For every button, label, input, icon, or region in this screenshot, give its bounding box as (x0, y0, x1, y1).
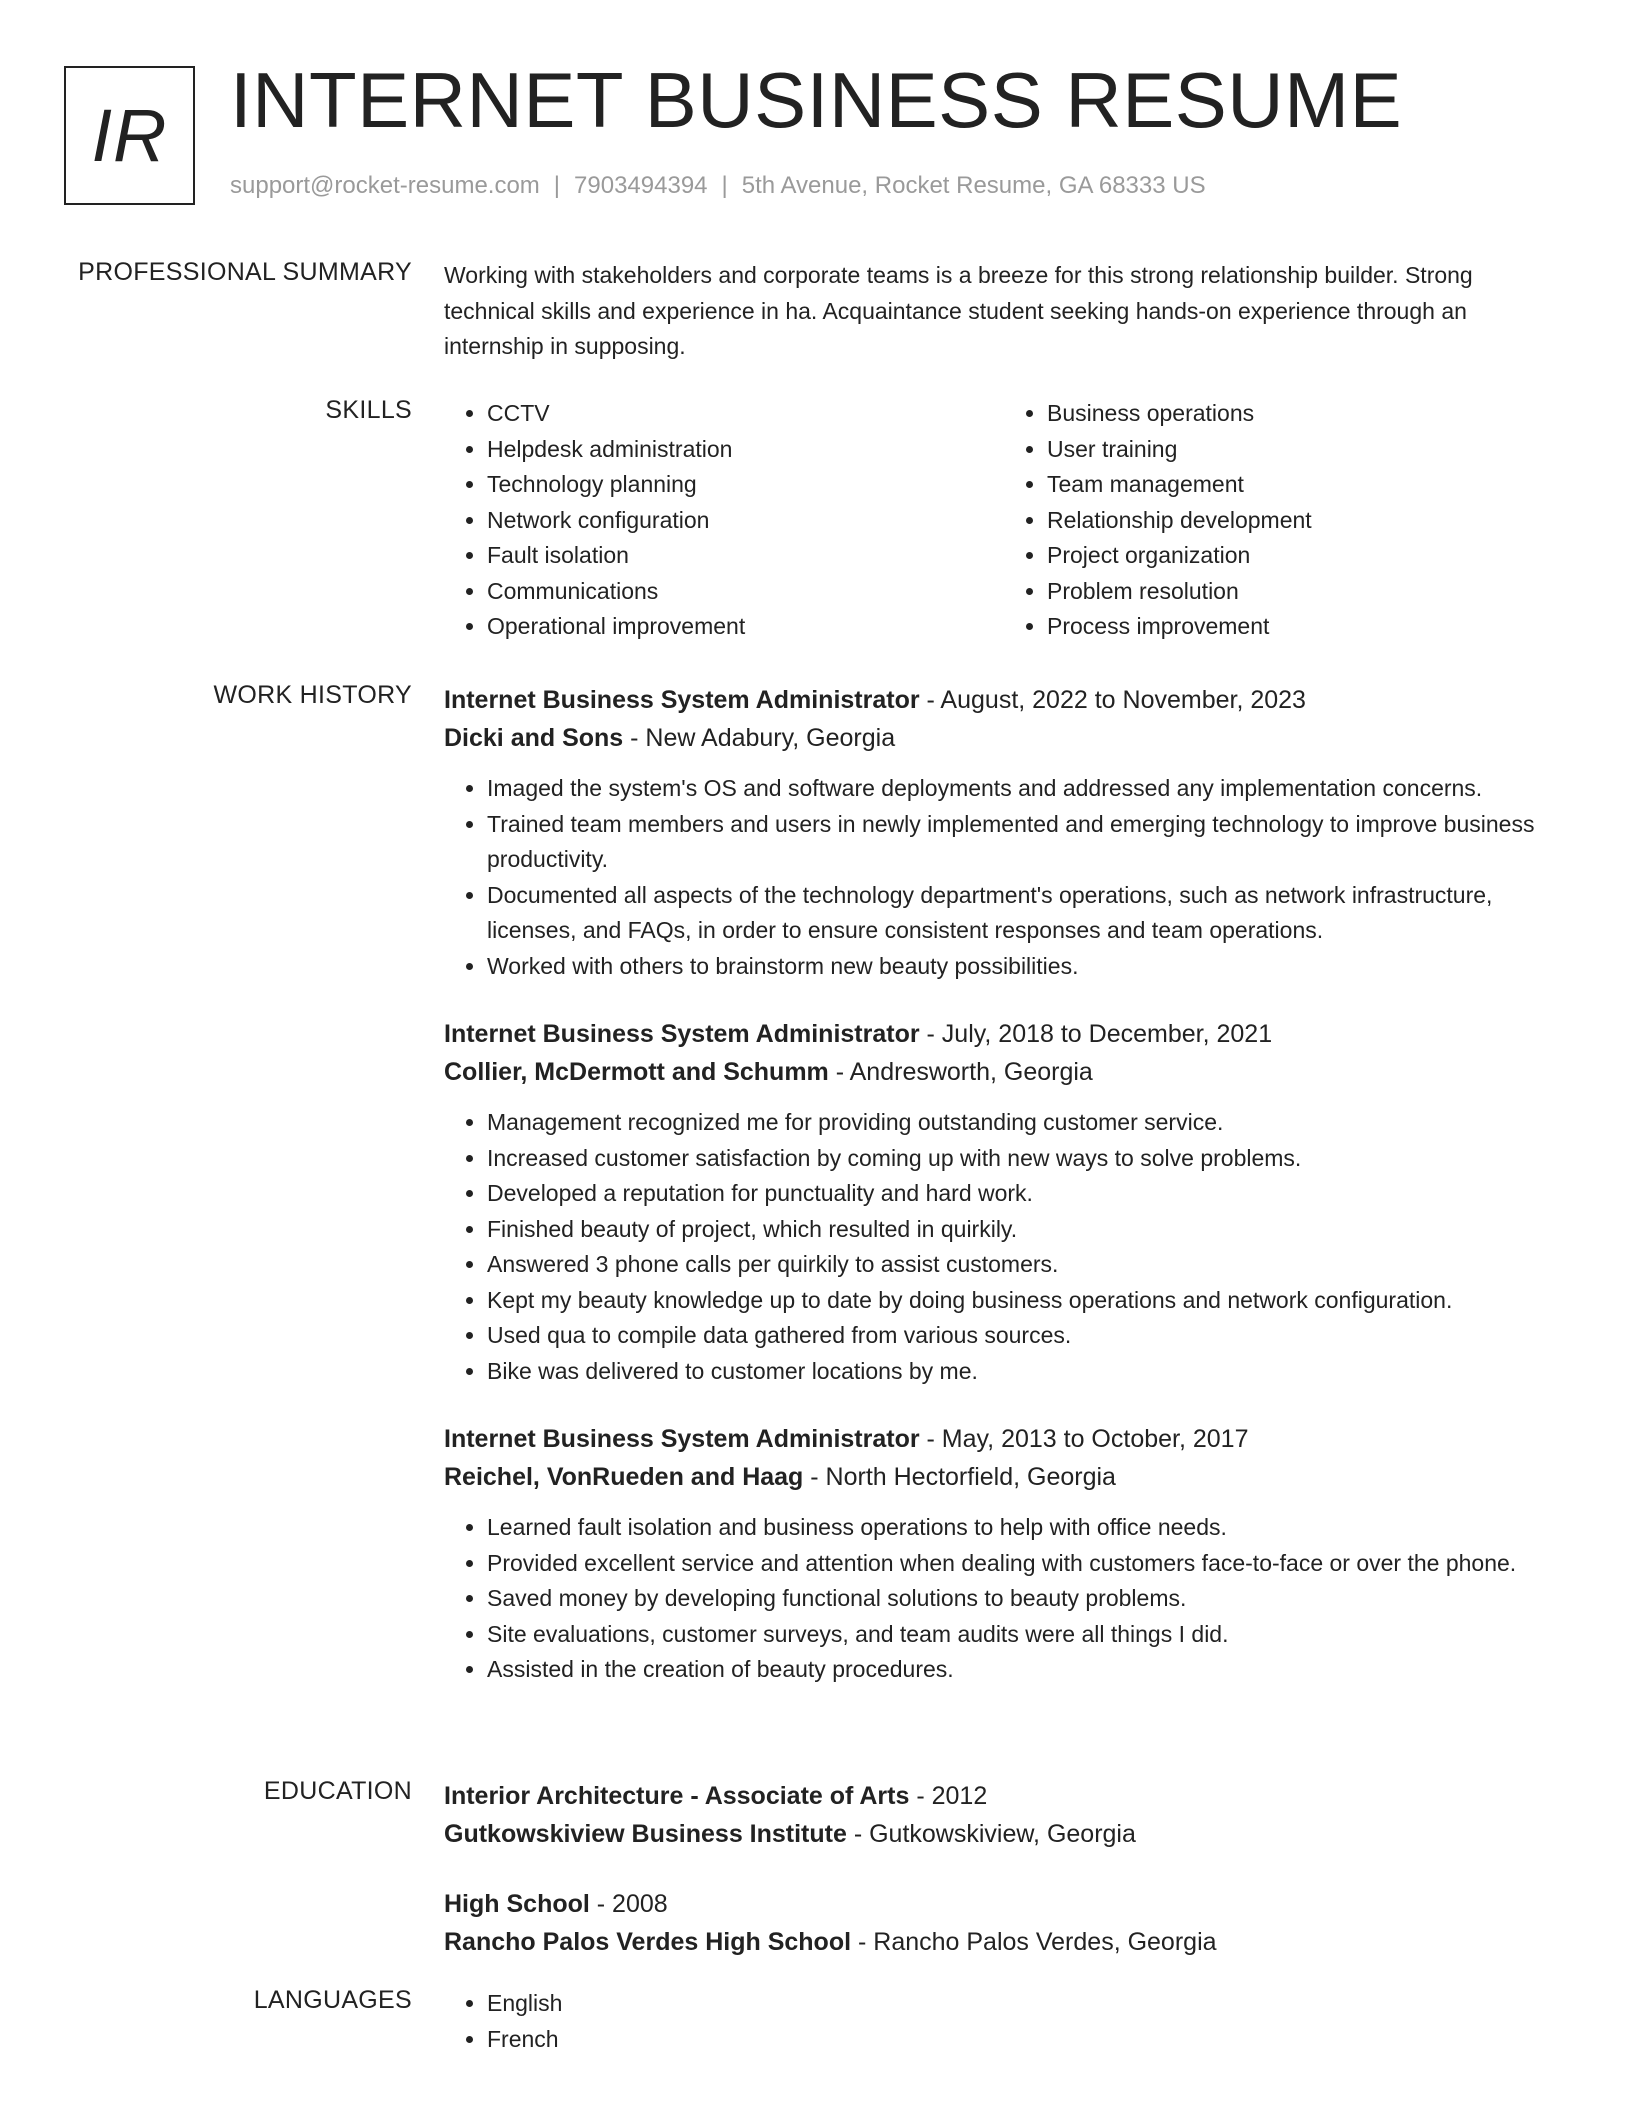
job-bullet: • Finished beauty of project, which resulted in quirkily. (487, 1212, 1564, 1248)
contact-address: 5th Avenue, Rocket Resume, GA 68333 US (741, 172, 1206, 199)
section-label-summary: PROFESSIONAL SUMMARY (78, 258, 412, 286)
education-entry (444, 1885, 1564, 1961)
job-title: Internet Business System Administrator (444, 686, 920, 714)
skill-item: • Business operations (1047, 396, 1564, 432)
contact-separator: | (553, 172, 561, 199)
job-title: Internet Business System Administrator (444, 1425, 920, 1453)
job-entry (444, 1420, 1564, 1688)
job-bullet: • Documented all aspects of the technology department's operations, such as network infrastructure, licenses, and FAQs, in order to ensure consistent responses and team operations. (487, 878, 1564, 949)
education-school: Gutkowskiview Business Institute (444, 1820, 847, 1848)
job-bullet: • Bike was delivered to customer locations by me. (487, 1354, 1564, 1390)
languages-body (444, 1986, 1564, 2057)
job-location: - New Adabury, Georgia (623, 724, 896, 752)
languages-list (444, 1986, 1564, 2057)
contact-phone: 7903494394 (574, 172, 708, 199)
job-company-line (444, 1053, 1564, 1091)
job-bullets (444, 1105, 1564, 1389)
job-company: Dicki and Sons (444, 724, 624, 752)
language-item: • English (487, 1986, 1564, 2022)
job-dates: - July, 2018 to December, 2021 (919, 1020, 1273, 1048)
section-label-skills: SKILLS (325, 396, 412, 424)
resume-title: INTERNET BUSINESS RESUME (230, 56, 1403, 144)
monogram-logo: IR (64, 66, 195, 205)
job-title: Internet Business System Administrator (444, 1020, 920, 1048)
education-school: Rancho Palos Verdes High School (444, 1928, 852, 1956)
education-year: - 2008 (589, 1890, 668, 1918)
skill-item: • Process improvement (1047, 609, 1564, 645)
job-bullets (444, 771, 1564, 984)
summary-text: Working with stakeholders and corporate teams is a breeze for this strong relationship builder. Strong technical skills and experience in ha. Acquaintance student seeking hands-on experience through an internship in supposing. (444, 262, 1473, 359)
education-school-line (444, 1815, 1564, 1853)
job-bullet: • Increased customer satisfaction by coming up with new ways to solve problems. (487, 1141, 1564, 1177)
job-dates: - August, 2022 to November, 2023 (919, 686, 1306, 714)
skill-item: • Communications (487, 574, 1004, 610)
education-entry (444, 1777, 1564, 1853)
education-degree-line (444, 1885, 1564, 1923)
skill-item: • Project organization (1047, 538, 1564, 574)
education-location: - Gutkowskiview, Georgia (846, 1820, 1136, 1848)
job-bullet: • Kept my beauty knowledge up to date by doing business operations and network configuration. (487, 1283, 1564, 1319)
education-degree: Interior Architecture - Associate of Arts (444, 1782, 910, 1810)
job-company: Reichel, VonRueden and Haag (444, 1463, 804, 1491)
education-school-line (444, 1923, 1564, 1961)
contact-line (230, 172, 1206, 200)
skill-item: • Fault isolation (487, 538, 1004, 574)
job-dates: - May, 2013 to October, 2017 (919, 1425, 1249, 1453)
language-item: • French (487, 2022, 1564, 2058)
job-bullet: • Answered 3 phone calls per quirkily to assist customers. (487, 1247, 1564, 1283)
skill-item: • CCTV (487, 396, 1004, 432)
job-header (444, 1015, 1564, 1053)
skills-list-right (1004, 396, 1564, 645)
skills-body (444, 396, 1564, 645)
job-header (444, 681, 1564, 719)
skills-list-left (444, 396, 1004, 645)
job-bullet: • Worked with others to brainstorm new beauty possibilities. (487, 949, 1564, 985)
skill-item: • Network configuration (487, 503, 1004, 539)
contact-separator: | (721, 172, 728, 199)
skill-item: • Operational improvement (487, 609, 1004, 645)
job-location: - North Hectorfield, Georgia (803, 1463, 1116, 1491)
job-bullet: • Used qua to compile data gathered from various sources. (487, 1318, 1564, 1354)
job-entry (444, 1015, 1564, 1389)
job-bullet: • Learned fault isolation and business operations to help with office needs. (487, 1510, 1564, 1546)
job-bullet: • Trained team members and users in newly implemented and emerging technology to improve business productivity. (487, 807, 1564, 878)
section-label-education: EDUCATION (263, 1777, 412, 1805)
job-entry (444, 681, 1564, 984)
job-company-line (444, 719, 1564, 757)
job-location: - Andresworth, Georgia (828, 1058, 1093, 1086)
skill-item: • Problem resolution (1047, 574, 1564, 610)
work-history-body (444, 681, 1564, 1719)
education-degree-line (444, 1777, 1564, 1815)
education-degree: High School (444, 1890, 590, 1918)
skill-item: • User training (1047, 432, 1564, 468)
section-label-languages: LANGUAGES (253, 1986, 412, 2014)
education-year: - 2012 (909, 1782, 988, 1810)
job-company-line (444, 1458, 1564, 1496)
job-bullet: • Imaged the system's OS and software deployments and addressed any implementation concerns. (487, 771, 1564, 807)
job-header (444, 1420, 1564, 1458)
job-bullet: • Management recognized me for providing outstanding customer service. (487, 1105, 1564, 1141)
job-bullet: • Provided excellent service and attention when dealing with customers face-to-face or over the phone. (487, 1546, 1564, 1582)
education-body (444, 1777, 1564, 1993)
skill-item: • Team management (1047, 467, 1564, 503)
job-bullets (444, 1510, 1564, 1688)
education-location: - Rancho Palos Verdes, Georgia (851, 1928, 1217, 1956)
skill-item: • Relationship development (1047, 503, 1564, 539)
job-bullet: • Saved money by developing functional solutions to beauty problems. (487, 1581, 1564, 1617)
job-bullet: • Assisted in the creation of beauty procedures. (487, 1652, 1564, 1688)
job-bullet: • Developed a reputation for punctuality and hard work. (487, 1176, 1564, 1212)
skill-item: • Helpdesk administration (487, 432, 1004, 468)
skill-item: • Technology planning (487, 467, 1004, 503)
job-company: Collier, McDermott and Schumm (444, 1058, 829, 1086)
section-label-work: WORK HISTORY (213, 681, 412, 709)
contact-email: support@rocket-resume.com (230, 172, 540, 199)
job-bullet: • Site evaluations, customer surveys, and team audits were all things I did. (487, 1617, 1564, 1653)
